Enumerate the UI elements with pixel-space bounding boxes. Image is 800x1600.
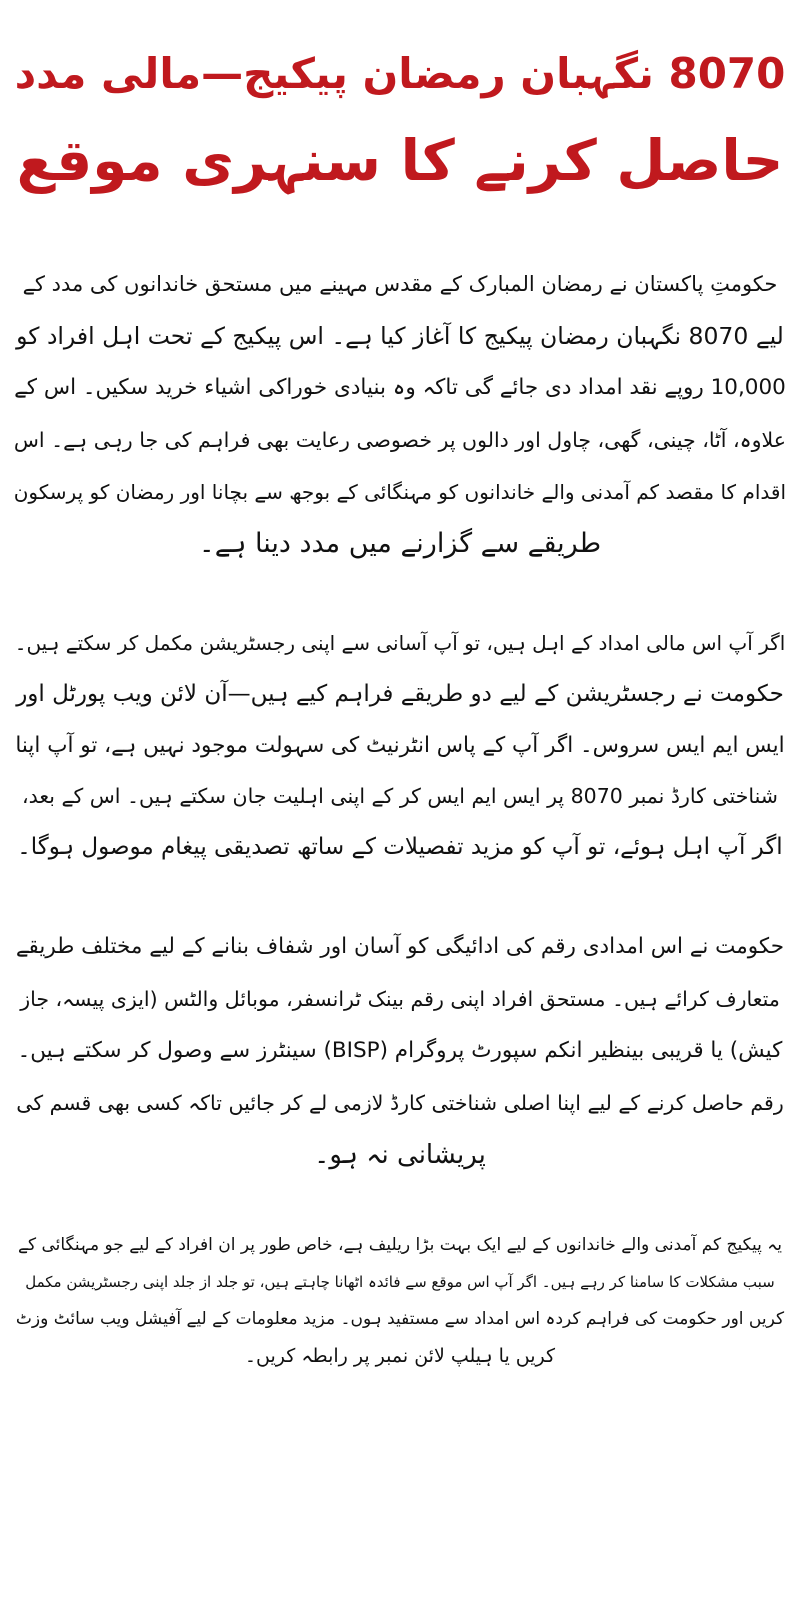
text-line: علاوہ، آٹا، چینی، گھی، چاول اور دالوں پر خصوصی رعایت بھی فراہم کی جا رہی ہے۔ اس [13, 428, 786, 452]
text-line: کریں یا ہیلپ لائن نمبر پر رابطہ کریں۔ [244, 1345, 556, 1367]
paragraph-conclusion [14, 1227, 786, 1375]
text-line: متعارف کرائے ہیں۔ مستحق افراد اپنی رقم بینک ٹرانسفر، موبائل والٹس (ایزی پیسہ، جاز [20, 987, 780, 1011]
text-line: اقدام کا مقصد کم آمدنی والے خاندانوں کو مہنگائی کے بوجھ سے بچانا اور رمضان کو پرسکون [13, 480, 786, 504]
text-line: پریشانی نہ ہو۔ [314, 1140, 486, 1170]
paragraph-payment [14, 921, 786, 1181]
text-line: شناختی کارڈ نمبر 8070 پر ایس ایم ایس کر کے اپنی اہلیت جان سکتے ہیں۔ اس کے بعد، [21, 784, 778, 808]
text-line: کیش) یا قریبی بینظیر انکم سپورٹ پروگرام (BISP) سینٹرز سے وصول کر سکتے ہیں۔ [17, 1038, 783, 1063]
paragraph-intro [14, 258, 786, 570]
text-line: حکومتِ پاکستان نے رمضان المبارک کے مقدس مہینے میں مستحق خاندانوں کی مدد کے [22, 272, 778, 296]
text-line: کریں اور حکومت کی فراہم کردہ اس امداد سے مستفید ہوں۔ مزید معلومات کے لیے آفیشل ویب سائٹ وزٹ [15, 1309, 785, 1329]
text-line: رقم حاصل کرنے کے لیے اپنا اصلی شناختی کارڈ لازمی لے کر جائیں تاکہ کسی بھی قسم کی [16, 1091, 784, 1115]
text-line: حکومت نے اس امدادی رقم کی ادائیگی کو آسان اور شفاف بنانے کے لیے مختلف طریقے [15, 934, 785, 959]
article-title [14, 30, 786, 206]
text-line: ایس ایم ایس سروس۔ اگر آپ کے پاس انٹرنیٹ کی سہولت موجود نہیں ہے، تو آپ اپنا [15, 733, 785, 758]
paragraph-registration [14, 618, 786, 873]
text-line: اگر آپ اس مالی امداد کے اہل ہیں، تو آپ آسانی سے اپنی رجسٹریشن مکمل کر سکتے ہیں۔ [14, 631, 786, 655]
text-line: لیے 8070 نگہبان رمضان پیکیج کا آغاز کیا ہے۔ اس پیکیج کے تحت اہل افراد کو [16, 322, 784, 350]
text-line: سبب مشکلات کا سامنا کر رہے ہیں۔ اگر آپ اس موقع سے فائدہ اٹھانا چاہتے ہیں، تو جلد از جلد اپنی رجسٹریشن مکمل [25, 1273, 775, 1291]
text-line: 10,000 روپے نقد امداد دی جائے گی تاکہ وہ بنیادی خوراکی اشیاء خرید سکیں۔ اس کے [14, 375, 786, 400]
text-line: طریقے سے گزارنے میں مدد دینا ہے۔ [198, 528, 602, 559]
text-line: اگر آپ اہل ہوئے، تو آپ کو مزید تفصیلات کے ساتھ تصدیقی پیغام موصول ہوگا۔ [17, 834, 783, 860]
text-line: یہ پیکیج کم آمدنی والے خاندانوں کے لیے ایک بہت بڑا ریلیف ہے، خاص طور پر ان افراد کے لیے جو مہنگائی کے [18, 1235, 782, 1255]
text-line: حکومت نے رجسٹریشن کے لیے دو طریقے فراہم کیے ہیں—آن لائن ویب پورٹل اور [16, 681, 784, 707]
title-line: حاصل کرنے کا سنہری موقع [16, 129, 784, 194]
title-line: 8070 نگہبان رمضان پیکیج—مالی مدد [14, 49, 786, 98]
